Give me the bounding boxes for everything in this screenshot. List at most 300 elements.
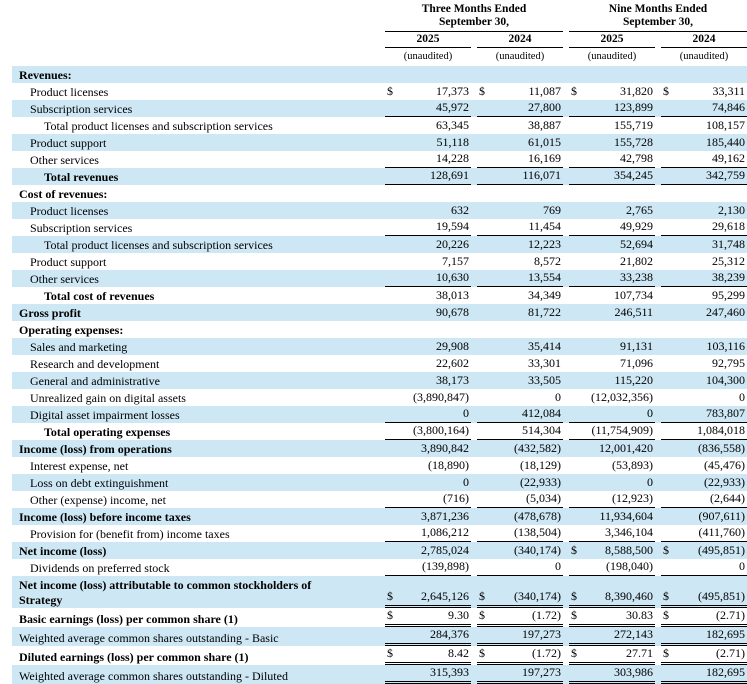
table-row-subscription-services (12, 219, 747, 236)
value-cell-col4 (661, 423, 747, 440)
cell-value: 0 (647, 406, 653, 420)
section-row-operating-expenses (12, 321, 747, 338)
value-cell-col3 (569, 373, 655, 389)
year-headers (563, 32, 747, 48)
income-statement-table-body (12, 64, 747, 684)
row-label: Weighted average common shares outstanding - Basic (19, 631, 279, 645)
cell-value: 0 (739, 559, 745, 573)
value-cell-col2 (477, 525, 563, 542)
table-row-subscription-services (12, 100, 747, 117)
value-cell-col1 (385, 219, 471, 236)
unaudited-label: (unaudited) (495, 51, 545, 62)
currency-symbol: $ (479, 589, 485, 603)
value-cell-col4 (661, 219, 747, 236)
cell-value: (18,890) (428, 458, 469, 472)
value-cell-col1 (385, 627, 471, 646)
cell-value: 14,228 (436, 151, 469, 165)
value-cell-col2 (477, 441, 563, 457)
cell-value: 769 (543, 203, 561, 217)
cell-value: (139,898) (422, 559, 469, 573)
table-row-total-revenues (12, 168, 747, 185)
value-cell-col3 (569, 559, 655, 576)
cell-value: 182,695 (706, 665, 745, 679)
cell-value: (411,760) (698, 525, 745, 539)
currency-symbol: $ (387, 84, 393, 98)
table-row-net-income-loss (12, 542, 747, 559)
value-cell-col2 (477, 305, 563, 321)
value-cell-col2 (477, 201, 563, 202)
value-cell-col4 (661, 118, 747, 134)
cell-value: 342,759 (706, 168, 745, 182)
cell-value: 11,934,604 (599, 509, 653, 523)
row-label: General and administrative (30, 374, 160, 388)
row-label: Research and development (30, 357, 160, 371)
value-cell-col3 (569, 356, 655, 372)
value-cell-col1 (385, 100, 471, 117)
row-label: Gross profit (19, 306, 81, 320)
table-row-gross-profit (12, 304, 747, 321)
value-cell-col1 (385, 270, 471, 287)
table-row-income-loss-from-operations (12, 440, 747, 457)
value-cell-col1 (385, 646, 471, 665)
cell-value: 91,131 (620, 339, 653, 353)
currency-symbol: $ (663, 543, 669, 557)
value-cell-col3 (569, 608, 655, 627)
value-cell-col1 (385, 118, 471, 134)
value-cell-col4 (661, 151, 747, 168)
cell-value: 20,226 (436, 237, 469, 251)
cell-value: 29,908 (436, 339, 469, 353)
cell-value: (12,032,356) (591, 390, 653, 404)
value-cell-col4 (661, 135, 747, 151)
row-label: Total product licenses and subscription services (44, 238, 273, 252)
period-group-nine-months (563, 3, 747, 64)
value-cell-col4 (661, 406, 747, 423)
cell-value: 115,220 (614, 373, 653, 387)
row-label: Cost of revenues: (19, 187, 108, 201)
currency-symbol: $ (571, 84, 577, 98)
cell-value: 0 (555, 390, 561, 404)
value-cell-col1 (385, 406, 471, 423)
cell-value: 12,001,420 (599, 441, 653, 455)
value-cell-col2 (477, 288, 563, 304)
table-row-total-cost-of-revenues (12, 287, 747, 304)
cell-value: 155,719 (614, 118, 653, 132)
value-cell-col2 (477, 84, 563, 100)
value-cell-col1 (385, 151, 471, 168)
value-cell-col2 (477, 168, 563, 185)
value-cell-col2 (477, 100, 563, 117)
cell-value: 128,691 (430, 168, 469, 182)
value-cell-col1 (385, 543, 471, 559)
value-cell-col1 (385, 84, 471, 100)
cell-value: (3,890,847) (413, 390, 469, 404)
cell-value: 0 (463, 406, 469, 420)
table-row-product-licenses (12, 202, 747, 219)
value-cell-col4 (661, 373, 747, 389)
currency-symbol: $ (663, 589, 669, 603)
value-cell-col2 (477, 82, 563, 83)
table-row-total-operating-expenses (12, 423, 747, 440)
table-row-total-product-licenses-and-subscription-services (12, 236, 747, 253)
value-cell-col3 (569, 475, 655, 491)
cell-value: 3,346,104 (605, 525, 653, 539)
cell-value: 51,118 (436, 135, 469, 149)
cell-value: 90,678 (436, 305, 469, 319)
value-cell-col4 (661, 288, 747, 304)
value-cell-col3 (569, 100, 655, 117)
cell-value: 116,071 (522, 168, 561, 182)
cell-value: 27.71 (626, 646, 653, 660)
value-cell-col4 (661, 543, 747, 559)
row-label: Income (loss) before income taxes (19, 510, 191, 524)
value-cell-col2 (477, 337, 563, 338)
value-cell-col2 (477, 390, 563, 406)
value-cell-col3 (569, 525, 655, 542)
unaudited-row (379, 48, 563, 64)
cell-value: 34,349 (528, 288, 561, 302)
row-label: Dividends on preferred stock (30, 561, 170, 575)
value-cell-col1 (385, 441, 471, 457)
cell-value: (11,754,909) (591, 423, 653, 437)
value-cell-col1 (385, 305, 471, 321)
value-cell-col4 (661, 627, 747, 646)
value-cell-col1 (385, 458, 471, 474)
cell-value: 33,238 (620, 270, 653, 284)
value-cell-col1 (385, 254, 471, 270)
cell-value: (432,582) (514, 441, 561, 455)
row-label: Weighted average common shares outstanding - Diluted (19, 669, 288, 683)
currency-symbol: $ (663, 646, 669, 660)
cell-value: 19,594 (436, 219, 469, 233)
unaudited-row (563, 48, 747, 64)
period-title-line2: September 30, (438, 16, 510, 28)
row-label: Other (expense) income, net (30, 493, 166, 507)
value-cell-col2 (477, 423, 563, 440)
value-cell-col3 (569, 423, 655, 440)
value-cell-col4 (661, 337, 747, 338)
row-label: Interest expense, net (30, 459, 129, 473)
value-cell-col1 (385, 201, 471, 202)
value-cell-col3 (569, 151, 655, 168)
value-cell-col4 (661, 356, 747, 372)
value-cell-col2 (477, 373, 563, 389)
value-cell-col3 (569, 627, 655, 646)
cell-value: 42,798 (620, 151, 653, 165)
table-row-research-and-development (12, 355, 747, 372)
cell-value: 354,245 (614, 168, 653, 182)
row-label: Product licenses (30, 204, 109, 218)
row-label: Subscription services (30, 102, 133, 116)
value-cell-col4 (661, 270, 747, 287)
currency-symbol: $ (571, 543, 577, 557)
value-cell-col1 (385, 559, 471, 576)
value-cell-col4 (661, 168, 747, 185)
value-cell-col2 (477, 254, 563, 270)
currency-symbol: $ (663, 608, 669, 622)
cell-value: (2.71) (716, 646, 745, 660)
table-row-interest-expense-net (12, 457, 747, 474)
table-row-net-income-loss-attributable-to-common-stockhold (12, 576, 747, 608)
cell-value: 182,695 (706, 627, 745, 641)
cell-value: (836,558) (698, 441, 745, 455)
cell-value: (198,040) (606, 559, 653, 573)
cell-value: 16,169 (528, 151, 561, 165)
row-label: Total product licenses and subscription services (44, 119, 273, 133)
value-cell-col3 (569, 339, 655, 355)
value-cell-col2 (477, 491, 563, 508)
value-cell-col2 (477, 665, 563, 684)
cell-value: 13,554 (528, 270, 561, 284)
row-label: Loss on debt extinguishment (30, 476, 169, 490)
period-title-line1: Nine Months Ended (608, 3, 708, 15)
cell-value: 1,086,212 (421, 525, 469, 539)
value-cell-col2 (477, 339, 563, 355)
cell-value: (45,476) (704, 458, 745, 472)
currency-symbol: $ (571, 646, 577, 660)
cell-value: 8,572 (534, 254, 561, 268)
table-row-other-expense-income-net (12, 491, 747, 508)
cell-value: 155,728 (614, 135, 653, 149)
table-row-weighted-average-common-shares-outstanding-dilut (12, 665, 747, 684)
table-row-basic-earnings-loss-per-common-share-1 (12, 608, 747, 627)
year-column-header: 2025 (569, 32, 655, 48)
cell-value: 3,871,236 (421, 509, 469, 523)
row-label: Sales and marketing (30, 340, 128, 354)
row-label: Product support (30, 136, 107, 150)
cell-value: 95,299 (712, 288, 745, 302)
value-cell-col1 (385, 339, 471, 355)
cell-value: 197,273 (522, 665, 561, 679)
value-cell-col2 (477, 646, 563, 665)
value-cell-col3 (569, 270, 655, 287)
cell-value: 246,511 (614, 305, 653, 319)
value-cell-col1 (385, 237, 471, 253)
value-cell-col3 (569, 168, 655, 185)
cell-value: 31,748 (712, 237, 745, 251)
currency-symbol: $ (387, 646, 393, 660)
row-label: Income (loss) from operations (19, 442, 172, 456)
value-cell-col3 (569, 118, 655, 134)
cell-value: (22,933) (520, 475, 561, 489)
table-row-sales-and-marketing (12, 338, 747, 355)
row-label: Product support (30, 255, 107, 269)
row-label: Net income (loss) (19, 544, 107, 558)
cell-value: 1,084,018 (697, 423, 745, 437)
cell-value: 8,390,460 (605, 589, 653, 603)
cell-value: 247,460 (706, 305, 745, 319)
table-row-unrealized-gain-on-digital-assets (12, 389, 747, 406)
table-row-weighted-average-common-shares-outstanding-basic (12, 627, 747, 646)
value-cell-col3 (569, 543, 655, 559)
row-label: Unrealized gain on digital assets (30, 391, 186, 405)
cell-value: 38,173 (436, 373, 469, 387)
value-cell-col4 (661, 491, 747, 508)
value-cell-col1 (385, 589, 471, 608)
cell-value: 185,440 (706, 135, 745, 149)
currency-symbol: $ (479, 646, 485, 660)
value-cell-col4 (661, 254, 747, 270)
table-row-general-and-administrative (12, 372, 747, 389)
cell-value: 71,096 (620, 356, 653, 370)
value-cell-col3 (569, 84, 655, 100)
row-label: Total operating expenses (44, 425, 171, 439)
value-cell-col4 (661, 203, 747, 219)
row-label: Other services (30, 272, 99, 286)
value-cell-col4 (661, 525, 747, 542)
cell-value: 35,414 (528, 339, 561, 353)
value-cell-col4 (661, 589, 747, 608)
value-cell-col4 (661, 305, 747, 321)
row-label: Operating expenses: (19, 323, 124, 337)
cell-value: 81,722 (528, 305, 561, 319)
value-cell-col3 (569, 201, 655, 202)
row-label: Subscription services (30, 221, 133, 235)
cell-value: 272,143 (614, 627, 653, 641)
cell-value: (12,923) (612, 491, 653, 505)
cell-value: 21,802 (620, 254, 653, 268)
value-cell-col3 (569, 589, 655, 608)
value-cell-col4 (661, 458, 747, 474)
cell-value: 2,765 (626, 203, 653, 217)
cell-value: (495,851) (698, 543, 745, 557)
cell-value: 8.42 (448, 646, 469, 660)
value-cell-col1 (385, 203, 471, 219)
table-row-diluted-earnings-loss-per-common-share-1 (12, 646, 747, 665)
cell-value: 45,972 (436, 100, 469, 114)
cell-value: 33,505 (528, 373, 561, 387)
cell-value: 12,223 (528, 237, 561, 251)
cell-value: 284,376 (430, 627, 469, 641)
row-label: Total cost of revenues (44, 289, 155, 303)
table-row-product-support (12, 253, 747, 270)
value-cell-col4 (661, 559, 747, 576)
value-cell-col2 (477, 458, 563, 474)
value-cell-col4 (661, 201, 747, 202)
year-column-header: 2024 (661, 32, 747, 48)
cell-value: 0 (739, 390, 745, 404)
cell-value: (340,174) (514, 543, 561, 557)
value-cell-col2 (477, 475, 563, 491)
value-cell-col3 (569, 203, 655, 219)
cell-value: 2,785,024 (421, 543, 469, 557)
value-cell-col3 (569, 82, 655, 83)
value-cell-col4 (661, 665, 747, 684)
value-cell-col2 (477, 135, 563, 151)
currency-symbol: $ (571, 608, 577, 622)
value-cell-col4 (661, 646, 747, 665)
value-cell-col2 (477, 118, 563, 134)
cell-value: 17,373 (436, 84, 469, 98)
section-row-cost-of-revenues (12, 185, 747, 202)
value-cell-col2 (477, 406, 563, 423)
value-cell-col4 (661, 441, 747, 457)
table-row-product-support (12, 134, 747, 151)
unaudited-label: (unaudited) (403, 51, 453, 62)
value-cell-col3 (569, 219, 655, 236)
cell-value: 107,734 (614, 288, 653, 302)
row-label: Digital asset impairment losses (30, 408, 180, 422)
cell-value: 197,273 (522, 627, 561, 641)
cell-value: (138,504) (514, 525, 561, 539)
year-column-header: 2024 (477, 32, 563, 48)
currency-symbol: $ (571, 589, 577, 603)
cell-value: 2,130 (718, 203, 745, 217)
value-cell-col3 (569, 509, 655, 525)
value-cell-col1 (385, 525, 471, 542)
cell-value: 0 (463, 475, 469, 489)
value-cell-col2 (477, 608, 563, 627)
value-cell-col1 (385, 509, 471, 525)
table-row-digital-asset-impairment-losses (12, 406, 747, 423)
value-cell-col1 (385, 288, 471, 304)
row-label: Total revenues (44, 170, 119, 184)
cell-value: 38,887 (528, 118, 561, 132)
period-title-three-months (385, 3, 563, 32)
table-row-income-loss-before-income-taxes (12, 508, 747, 525)
value-cell-col4 (661, 82, 747, 83)
cell-value: 103,116 (706, 339, 745, 353)
value-cell-col3 (569, 665, 655, 684)
cell-value: 11,087 (528, 84, 561, 98)
cell-value: 315,393 (430, 665, 469, 679)
value-cell-col4 (661, 339, 747, 355)
table-row-other-services (12, 270, 747, 287)
cell-value: 30.83 (626, 608, 653, 622)
table-row-total-product-licenses-and-subscription-services (12, 117, 747, 134)
cell-value: (907,611) (698, 509, 745, 523)
unaudited-label: (unaudited) (587, 51, 637, 62)
value-cell-col3 (569, 458, 655, 474)
cell-value: (2,644) (710, 491, 745, 505)
cell-value: 632 (451, 203, 469, 217)
cell-value: (716) (443, 491, 469, 505)
cell-value: 783,807 (706, 406, 745, 420)
value-cell-col2 (477, 270, 563, 287)
value-cell-col2 (477, 543, 563, 559)
cell-value: (1.72) (532, 608, 561, 622)
cell-value: 10,630 (436, 270, 469, 284)
value-cell-col2 (477, 237, 563, 253)
cell-value: (53,893) (612, 458, 653, 472)
value-cell-col2 (477, 627, 563, 646)
period-title-line1: Three Months Ended (421, 3, 527, 15)
cell-value: 92,795 (712, 356, 745, 370)
period-title-line2: September 30, (622, 16, 694, 28)
value-cell-col2 (477, 356, 563, 372)
value-cell-col3 (569, 288, 655, 304)
cell-value: 52,694 (620, 237, 653, 251)
cell-value: 61,015 (528, 135, 561, 149)
cell-value: 31,820 (620, 84, 653, 98)
cell-value: (495,851) (698, 589, 745, 603)
section-row-revenues (12, 66, 747, 83)
value-cell-col1 (385, 82, 471, 83)
cell-value: 33,311 (712, 84, 745, 98)
value-cell-col3 (569, 646, 655, 665)
value-cell-col4 (661, 608, 747, 627)
value-cell-col3 (569, 254, 655, 270)
row-label: Diluted earnings (loss) per common share (1) (19, 650, 249, 664)
cell-value: 0 (555, 559, 561, 573)
cell-value: 9.30 (448, 608, 469, 622)
value-cell-col1 (385, 608, 471, 627)
value-cell-col2 (477, 589, 563, 608)
cell-value: 3,890,842 (421, 441, 469, 455)
cell-value: (1.72) (532, 646, 561, 660)
value-cell-col4 (661, 509, 747, 525)
unaudited-label: (unaudited) (679, 51, 729, 62)
